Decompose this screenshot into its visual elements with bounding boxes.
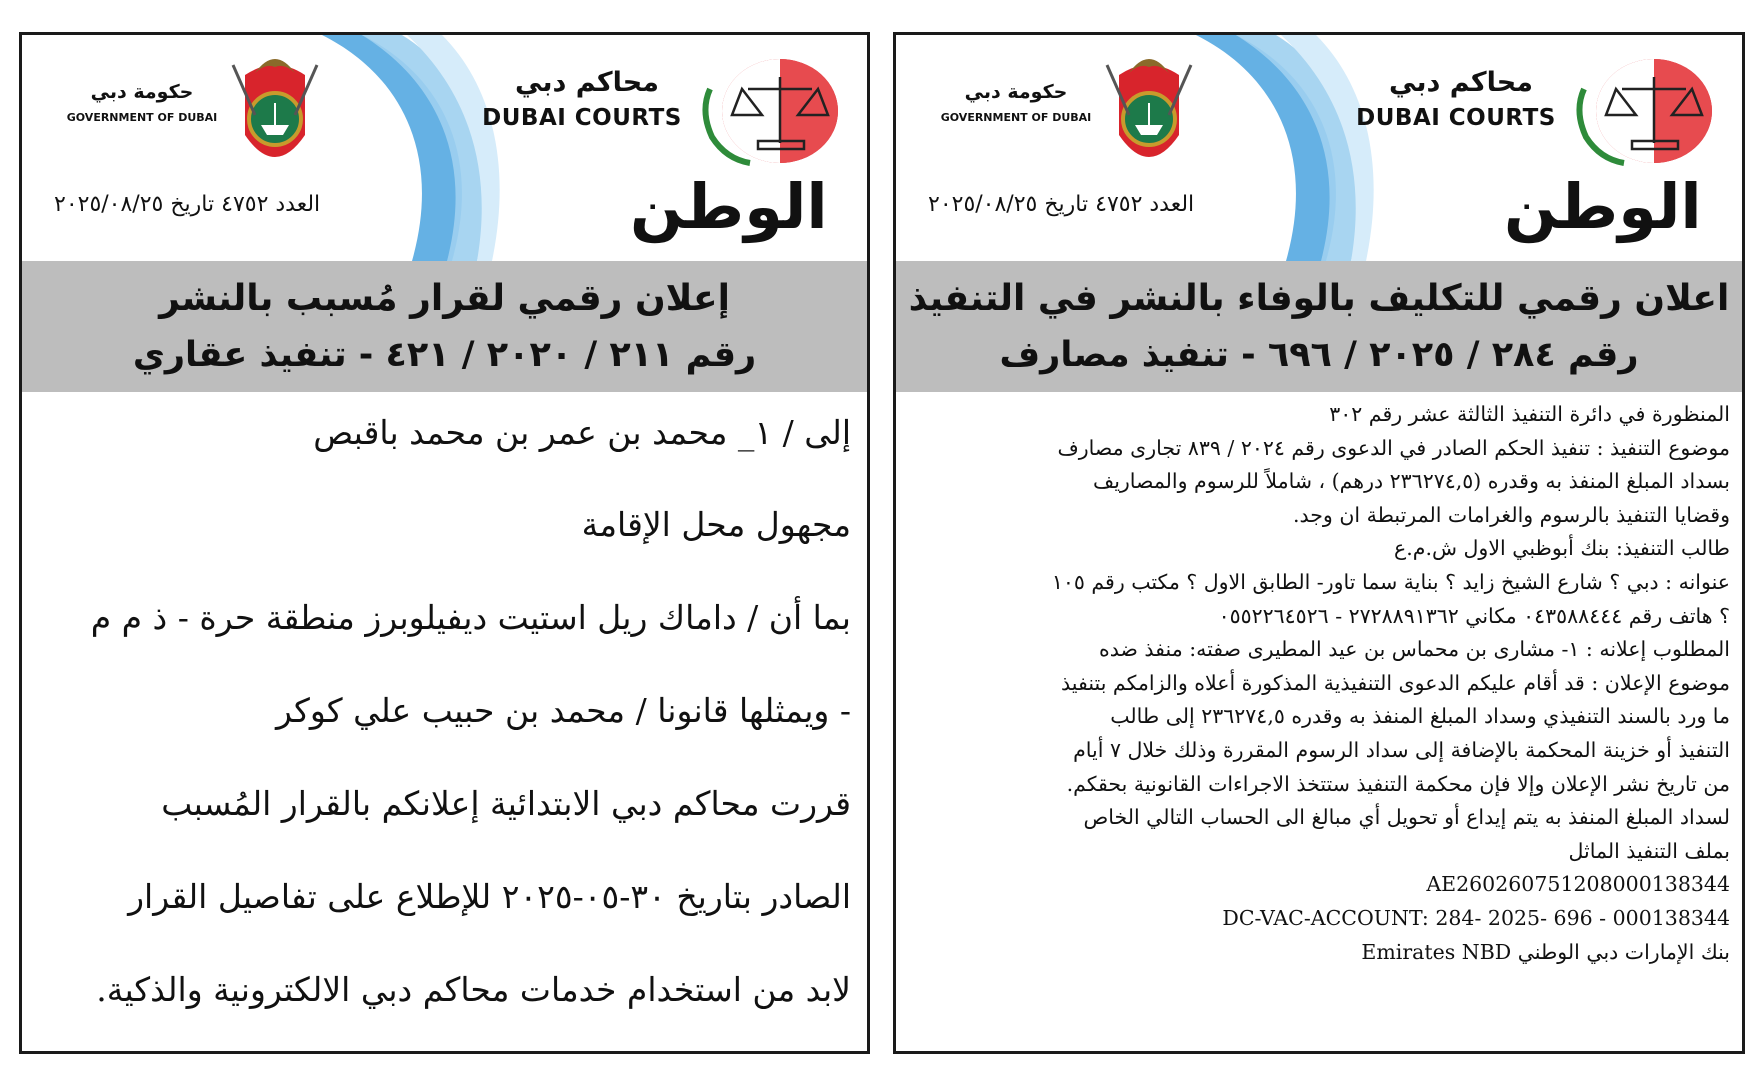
government-name-ar: حكومة دبي	[90, 81, 194, 103]
body-line: إلى / ١_ محمد بن عمر بن محمد باقبص	[313, 413, 851, 452]
government-emblem	[225, 45, 325, 183]
government-emblem	[1099, 45, 1199, 183]
newspaper-masthead: الوطن	[630, 170, 828, 243]
notice-left	[19, 32, 870, 1054]
notice-header	[896, 35, 1742, 261]
body-line: بسداد المبلغ المنفذ به وقدره (٢٣٦٢٧٤,٥ درهم) ، شاملاً للرسوم والمصاريف	[1092, 469, 1730, 494]
body-line: من تاريخ نشر الإعلان وإلا فإن محكمة التنفيذ ستتخذ الاجراءات القانونية بحقكم.	[1066, 771, 1730, 796]
courts-name-en: DUBAI COURTS	[482, 105, 682, 131]
body-line: بما أن / داماك ريل استيت ديفيلوبرز منطقة حرة - ذ م م	[90, 598, 851, 637]
case-number: رقم ٢١١ / ٢٠٢٠ / ٤٢١ - تنفيذ عقاري	[132, 335, 757, 375]
body-line: الصادر بتاريخ ٣٠-٠٥-٢٠٢٥ للإطلاع على تفاصيل القرار	[128, 877, 851, 916]
notice-right	[893, 32, 1745, 1054]
title-bar	[22, 261, 867, 392]
body-line: مجهول محل الإقامة	[581, 505, 851, 544]
body-line: ما ورد بالسند التنفيذي وسداد المبلغ المنفذ به وقدره ٢٣٦٢٧٤,٥ إلى طالب	[1110, 704, 1730, 729]
iban-line: AE260260751208000138344	[1426, 872, 1730, 897]
courts-name-ar: محاكم دبي	[515, 67, 659, 98]
notice-title: اعلان رقمي للتكليف بالوفاء بالنشر في التنفيذ	[908, 278, 1730, 319]
bank-line: بنك الإمارات دبي الوطني Emirates NBD	[1361, 939, 1730, 964]
government-name-en: GOVERNMENT OF DUBAI	[940, 111, 1092, 124]
newspaper-masthead: الوطن	[1504, 170, 1702, 243]
body-line: موضوع التنفيذ : تنفيذ الحكم الصادر في الدعوى رقم ٢٠٢٤ / ٨٣٩ تجارى مصارف	[1057, 435, 1730, 460]
dubai-courts-emblem	[692, 49, 842, 173]
issue-line: العدد ٤٧٥٢ تاريخ ٢٠٢٥/٠٨/٢٥	[54, 192, 321, 217]
government-name-en: GOVERNMENT OF DUBAI	[66, 111, 218, 124]
title-bar	[896, 261, 1742, 392]
notice-header	[22, 35, 867, 261]
body-line: عنوانه : دبي ؟ شارع الشيخ زايد ؟ بناية سما تاور- الطابق الاول ؟ مكتب رقم ١٠٥	[1051, 569, 1730, 594]
body-line: المنظورة في دائرة التنفيذ الثالثة عشر رقم ٣٠٢	[1329, 402, 1730, 426]
body-line: طالب التنفيذ: بنك أبوظبي الاول ش.م.ع	[1394, 536, 1730, 561]
issue-line: العدد ٤٧٥٢ تاريخ ٢٠٢٥/٠٨/٢٥	[928, 192, 1195, 217]
notice-body	[22, 392, 867, 1036]
body-line: وقضايا التنفيذ بالرسوم والغرامات المرتبطة ان وجد.	[1292, 502, 1730, 527]
case-number: رقم ٢٨٤ / ٢٠٢٥ / ٦٩٦ - تنفيذ مصارف	[999, 335, 1639, 375]
body-line: لابد من استخدام خدمات محاكم دبي الالكترونية والذكية.	[96, 970, 851, 1009]
notice-title: إعلان رقمي لقرار مُسبب بالنشر	[159, 278, 730, 319]
courts-name-en: DUBAI COURTS	[1356, 105, 1556, 131]
body-line: التنفيذ أو خزينة المحكمة بالإضافة إلى سداد الرسوم المقررة وذلك خلال ٧ أيام	[1073, 737, 1730, 762]
body-line: المطلوب إعلانه : ١- مشارى بن محماس بن عيد المطيرى صفته: منفذ ضده	[1098, 637, 1730, 662]
body-line: لسداد المبلغ المنفذ به يتم إيداع أو تحويل أي مبالغ الى الحساب التالي الخاص	[1083, 805, 1730, 830]
notice-body	[896, 392, 1742, 969]
body-line: ؟ هاتف رقم ٠٤٣٥٨٨٤٤٤ مكاني ٢٧٢٨٨٩١٣٦٢ - ٠٥٥٢٢٦٤٥٢٦	[1218, 603, 1730, 628]
courts-name-ar: محاكم دبي	[1389, 67, 1533, 98]
body-line: بملف التنفيذ الماثل	[1568, 838, 1730, 863]
body-line: موضوع الإعلان : قد أقام عليكم الدعوى التنفيذية المذكورة أعلاه والزامكم بتنفيذ	[1061, 670, 1730, 695]
account-line: DC-VAC-ACCOUNT: 284- 2025- 696 - 000138344	[1222, 905, 1730, 930]
body-line: قررت محاكم دبي الابتدائية إعلانكم بالقرار المُسبب	[161, 784, 851, 823]
body-line: - ويمثلها قانونا / محمد بن حبيب علي كوكر	[275, 691, 851, 730]
government-name-ar: حكومة دبي	[964, 81, 1068, 103]
dubai-courts-emblem	[1566, 49, 1716, 173]
